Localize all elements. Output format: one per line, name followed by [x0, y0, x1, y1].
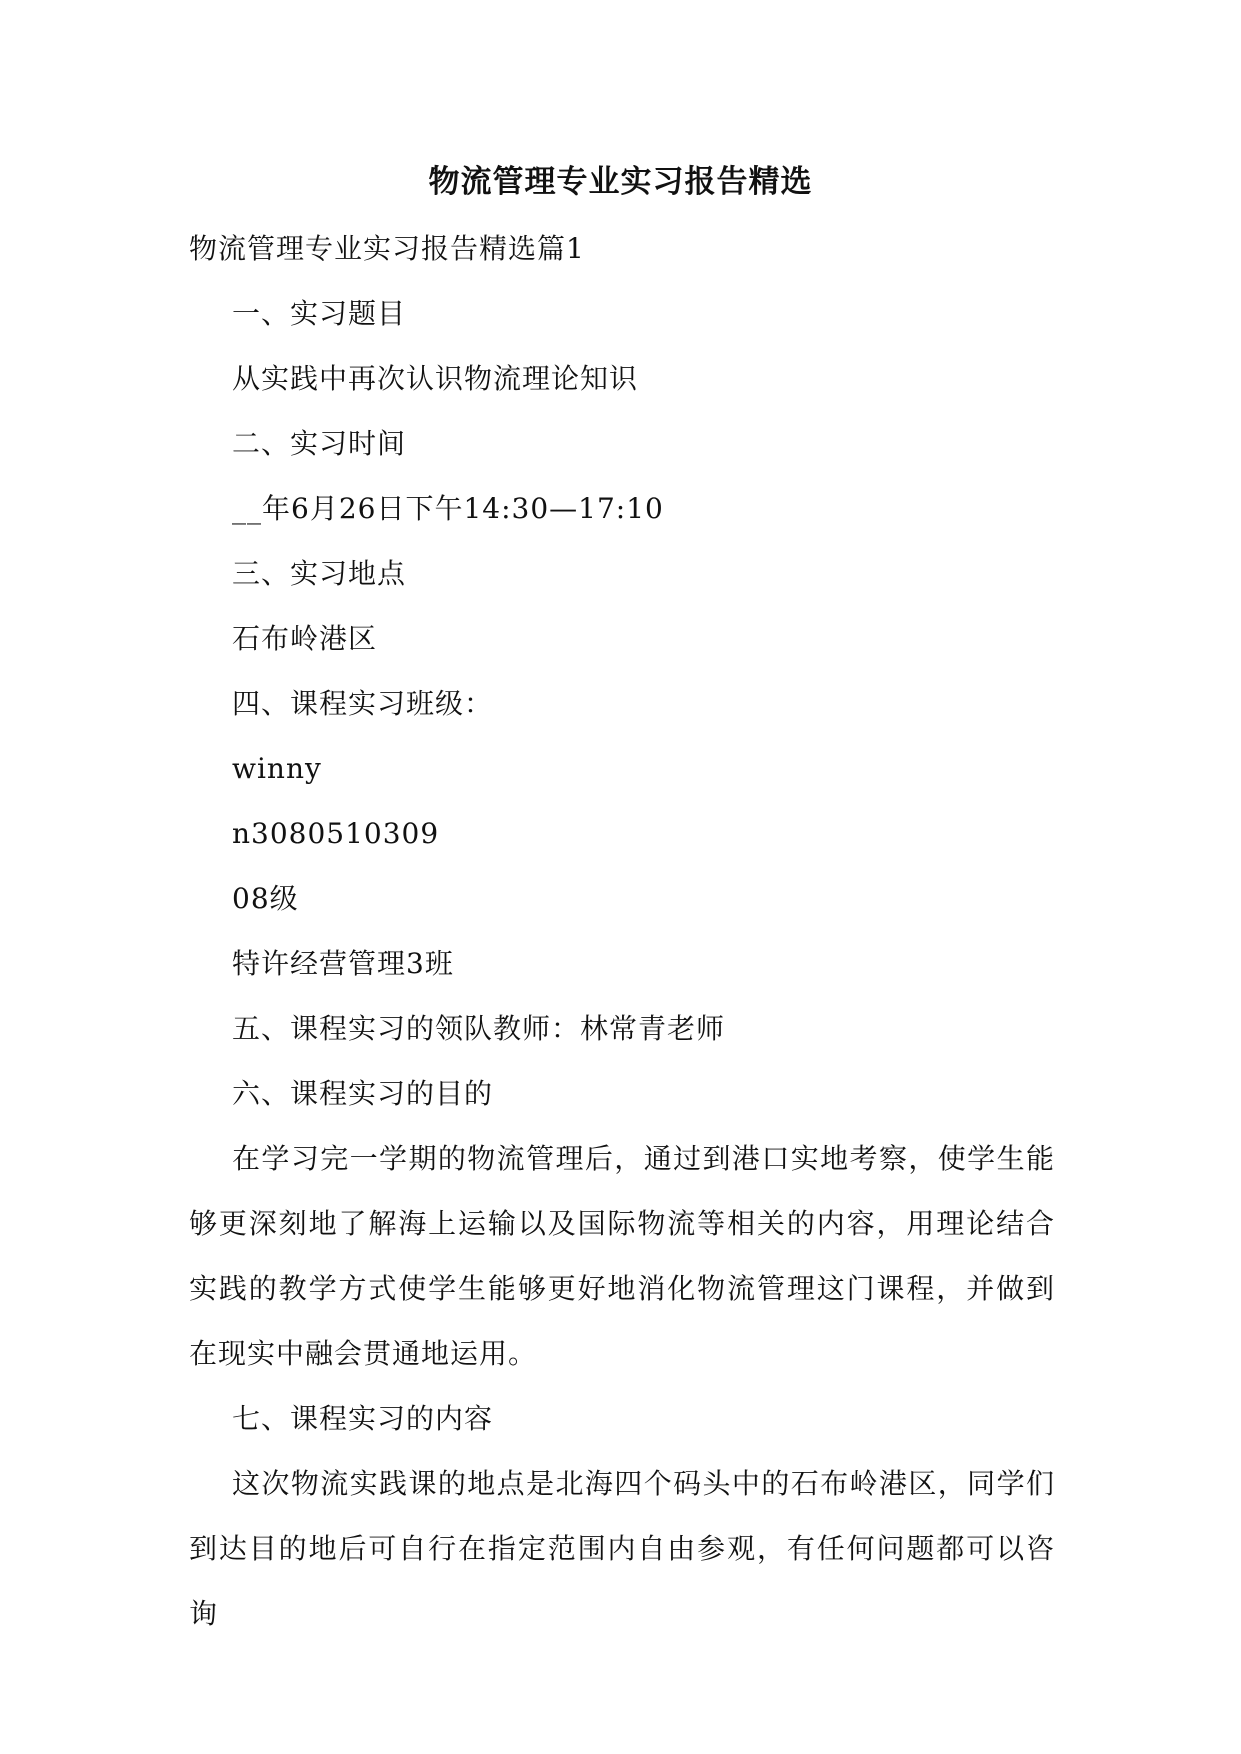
document-title: 物流管理专业实习报告精选 — [428, 164, 813, 200]
heading-internship-purpose: 六、课程实习的目的 — [232, 1077, 494, 1110]
internship-time-text: __年6月26日下午14:30—17:10 — [232, 492, 664, 525]
student-class: 特许经营管理3班 — [232, 947, 454, 980]
internship-topic-text: 从实践中再次认识物流理论知识 — [232, 362, 639, 395]
heading-internship-class: 四、课程实习班级： — [232, 687, 494, 720]
internship-location-text: 石布岭港区 — [232, 622, 378, 655]
student-name: winny — [232, 752, 322, 785]
student-grade: 08级 — [232, 882, 299, 915]
heading-internship-time: 二、实习时间 — [232, 427, 407, 460]
purpose-paragraph: 在学习完一学期的物流管理后，通过到港口实地考察，使学生能够更深刻地了解海上运输以及国际物流等相关的内容，用理论结合实践的教学方式使学生能够更好地消化物流管理这门课程，并做到在现实中融会贯通地运用。 — [189, 1142, 1055, 1370]
heading-internship-topic: 一、实习题目 — [232, 297, 407, 330]
heading-internship-content: 七、课程实习的内容 — [232, 1402, 494, 1435]
heading-internship-location: 三、实习地点 — [232, 557, 407, 590]
section-subtitle: 物流管理专业实习报告精选篇1 — [189, 232, 585, 265]
student-id: n3080510309 — [232, 817, 440, 850]
heading-lead-teacher: 五、课程实习的领队教师：林常青老师 — [232, 1012, 726, 1045]
content-paragraph: 这次物流实践课的地点是北海四个码头中的石布岭港区，同学们到达目的地后可自行在指定范围内自由参观，有任何问题都可以咨询 — [189, 1467, 1055, 1630]
